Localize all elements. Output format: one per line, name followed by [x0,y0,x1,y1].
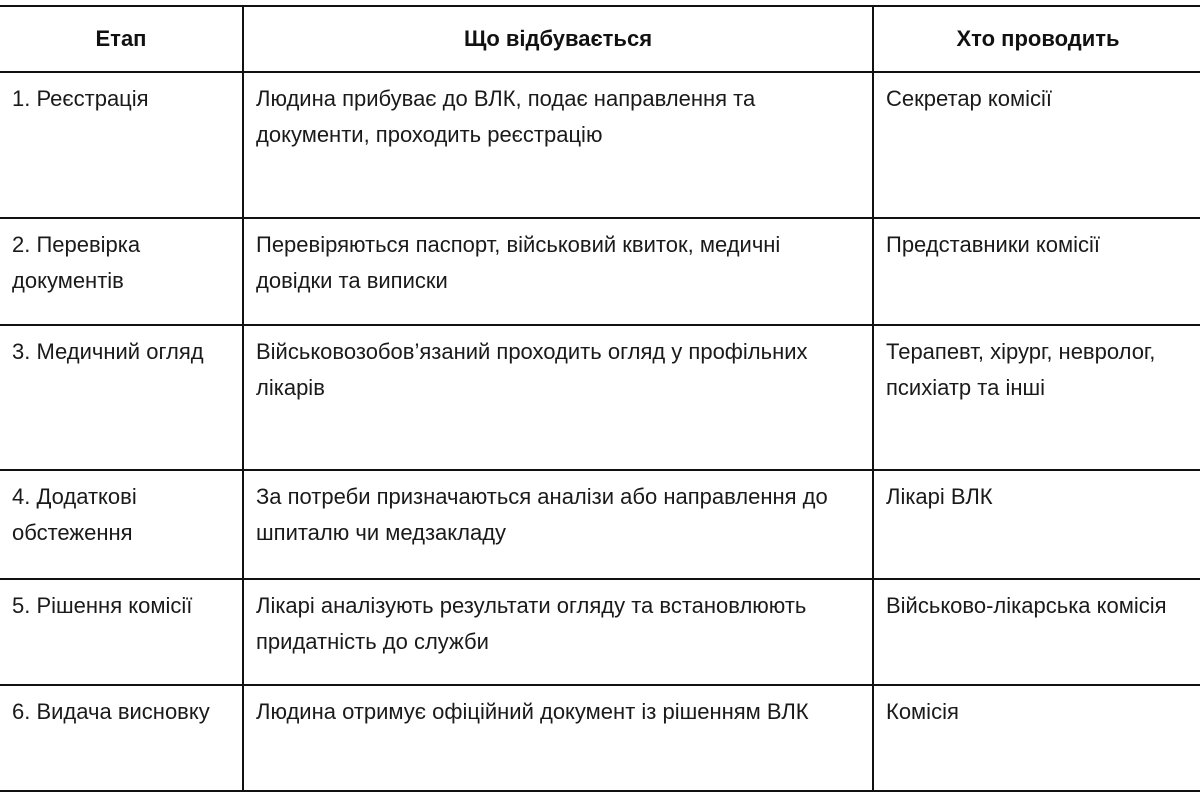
stage-text: 5. Рішення комісії [12,593,193,618]
who-cell [873,325,1200,470]
what-text: Військовозобов’язаний проходить огляд у профільних лікарів [256,339,808,400]
what-text: Лікарі аналізують результати огляду та встановлюють придатність до служби [256,593,807,654]
what-cell [243,579,873,685]
header-row [0,6,1200,72]
what-cell [243,72,873,218]
who-cell [873,685,1200,791]
vlk-stages-table [0,5,1200,792]
stage-text: 4. Додаткові обстеження [12,484,137,545]
header-stage: Етап [0,6,243,72]
who-cell [873,579,1200,685]
stage-cell [0,470,243,579]
table-header [0,6,1200,72]
who-cell [873,218,1200,325]
table-row [0,579,1200,685]
table-row [0,470,1200,579]
what-text: За потреби призначаються аналізи або направлення до шпиталю чи медзакладу [256,484,828,545]
who-text: Військово-лікарська комісія [886,593,1167,618]
what-cell [243,470,873,579]
header-what-happens: Що відбувається [243,6,873,72]
what-cell [243,685,873,791]
table-row [0,685,1200,791]
who-text: Секретар комісії [886,86,1053,111]
who-cell [873,72,1200,218]
stage-cell [0,579,243,685]
stage-cell [0,685,243,791]
what-cell [243,325,873,470]
who-text: Представники комісії [886,232,1100,257]
table-row [0,218,1200,325]
stage-text: 6. Видача висновку [12,699,210,724]
stage-text: 1. Реєстрація [12,86,149,111]
who-cell [873,470,1200,579]
who-text: Комісія [886,699,959,724]
what-text: Перевіряються паспорт, військовий квиток, медичні довідки та виписки [256,232,781,293]
what-text: Людина отримує офіційний документ із рішенням ВЛК [256,699,809,724]
table-row [0,72,1200,218]
what-text: Людина прибуває до ВЛК, подає направлення та документи, проходить реєстрацію [256,86,756,147]
stage-text: 3. Медичний огляд [12,339,204,364]
stage-cell [0,325,243,470]
what-cell [243,218,873,325]
stage-cell [0,218,243,325]
table-row [0,325,1200,470]
who-text: Лікарі ВЛК [886,484,993,509]
stage-cell [0,72,243,218]
who-text: Терапевт, хірург, невролог, психіатр та інші [886,339,1156,400]
table-body [0,72,1200,791]
header-who-conducts: Хто проводить [873,6,1200,72]
stage-text: 2. Перевірка документів [12,232,141,293]
